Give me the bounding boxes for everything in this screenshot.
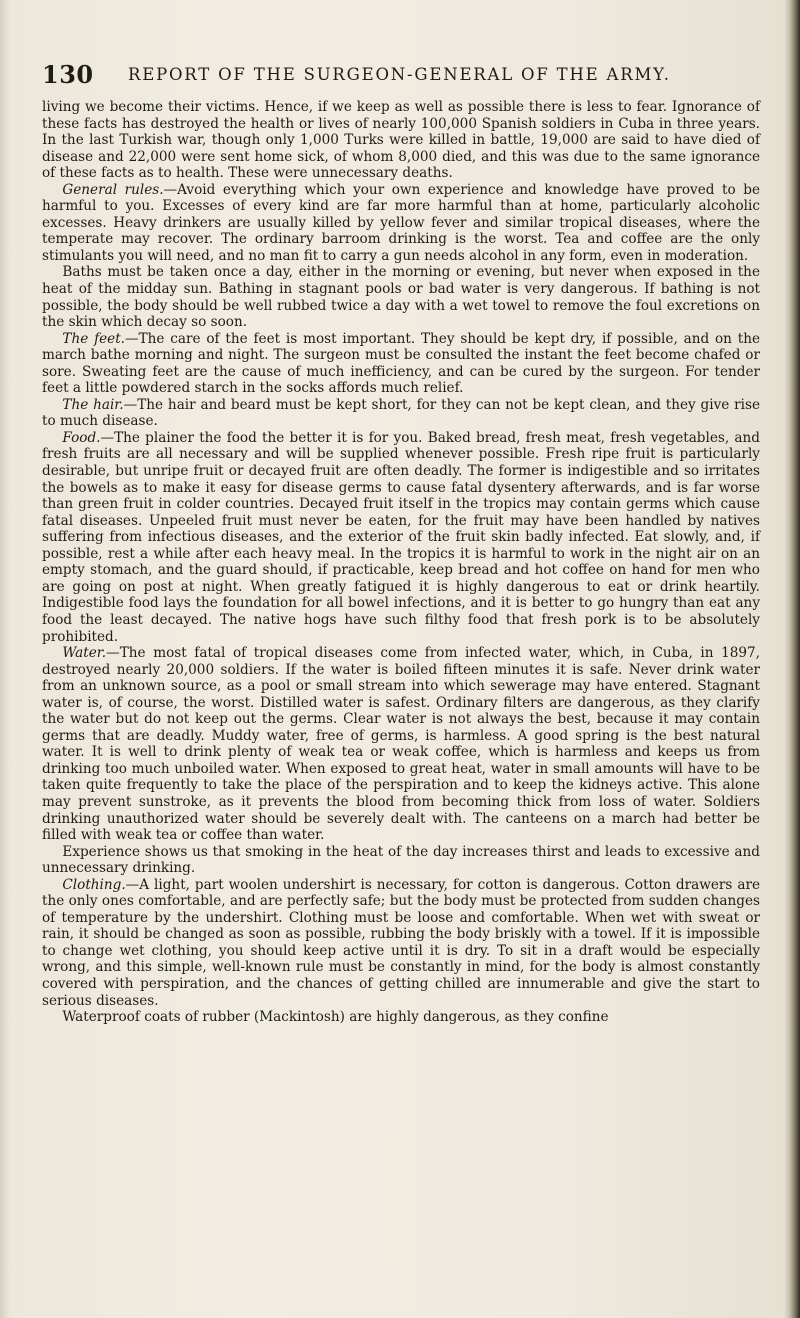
- paragraph-text: The most fatal of tropical diseases come from infected water, which, in Cuba, in 1897, destroyed nearly 20,000 soldiers. If the water is boiled fifteen minutes it is safe. Never drink water from an unknown source, as a pool or small stream into which sewerage may have entered. Stagnant water is, of course, the worst. Distilled water is safest. Ordinary filters are dangerous, as they clarify the water but do not keep out the germs. Clear water is not always the best, because it may contain germs that are deadly. Muddy water, free of germs, is harmless. A good spring is the best natural water. It is well to drink plenty of weak tea or weak coffee, which is harmless and keeps us from drinking too much unboiled water. When exposed to great heat, water in small amounts will have to be taken quite frequently to take the place of the perspiration and to keep the kidneys active. This alone may prevent sunstroke, as it prevents the blood from becoming thick from loss of water. Soldiers drinking unauthorized water should be severely dealt with. The canteens on a march had better be filled with weak tea or coffee than water.: [42, 645, 760, 844]
- paragraph-heading: General rules.—: [62, 181, 178, 198]
- paragraph-text: living we become their victims. Hence, if we keep as well as possible there is less to fear. Ignorance of these facts has destroyed the health or lives of nearly 100,000 Spanish soldiers in Cuba in three years. In the last Turkish war, though only 1,000 Turks were killed in battle, 19,000 are said to have died of disease and 22,000 were sent home sick, of whom 8,000 died, and this was due to the same ignorance of these facts as to health. These were unnecessary deaths.: [42, 99, 760, 182]
- paragraph-text: The hair and beard must be kept short, for they can not be kept clean, and they give rise to much disease.: [42, 396, 760, 430]
- page-edge-shadow: [784, 0, 800, 1318]
- paragraph: [42, 331, 760, 397]
- paragraph: [42, 182, 760, 265]
- paragraph: [42, 397, 760, 430]
- paragraph-heading: Food.—: [62, 429, 115, 446]
- running-head: REPORT OF THE SURGEON-GENERAL OF THE ARMY.: [128, 65, 671, 84]
- paragraph-text: Avoid everything which your own experience and knowledge have proved to be harmful to you. Excesses of every kind are far more harmful than at home, particularly alcoholic excesses. Heavy drinkers are usually killed by yellow fever and similar tropical diseases, where the temperate may recover. The ordinary barroom drinking is the worst. Tea and coffee are the only stimulants you will need, and no man fit to carry a gun needs alcohol in any form, even in moderation.: [42, 181, 760, 264]
- body-text: [42, 99, 760, 1026]
- paragraph: [42, 1009, 760, 1026]
- page-gutter-shadow: [0, 0, 10, 1318]
- paragraph-heading: Water.—: [62, 645, 120, 662]
- paragraph: [42, 430, 760, 645]
- paragraph-text: The care of the feet is most important. They should be kept dry, if possible, and on the march bathe morning and night. The surgeon must be consulted the instant the feet become chafed or sore. Sweating feet are the cause of much inefficiency, and can be cured by the surgeon. For tender feet a little powdered starch in the socks affords much relief.: [42, 330, 761, 397]
- paragraph-heading: The feet.—: [62, 330, 139, 347]
- paragraph-text: The plainer the food the better it is for you. Baked bread, fresh meat, fresh vegetables, and fresh fruits are all necessary and will be supplied whenever possible. Fresh ripe fruit is particularly desirable, but unripe fruit or decayed fruit are often deadly. The former is indigestible and so irritates the bowels as to make it easy for disease germs to cause fatal dysentery afterwards, and is far worse than green fruit in colder countries. Decayed fruit itself in the tropics may contain germs which cause fatal diseases. Unpeeled fruit must never be eaten, for the fruit may have been handled by natives suffering from infectious diseases, and the exterior of the fruit skin badly infected. Eat slowly, and, if possible, rest a while after each heavy meal. In the tropics it is harmful to work in the night air on an empty stomach, and the guard should, if practicable, keep bread and hot coffee on hand for men who are going on post at night. When greatly fatigued it is highly dangerous to eat or drink heartily. Indigestible food lays the foundation for all bowel infections, and it is better to go hungry than eat any food the least decayed. The native hogs have such filthy food that fresh pork is to be absolutely prohibited.: [42, 429, 760, 645]
- page-header: [42, 60, 762, 90]
- page-number: 130: [42, 60, 94, 89]
- paragraph-text: Baths must be taken once a day, either in the morning or evening, but never when exposed in the heat of the midday sun. Bathing in stagnant pools or bad water is very dangerous. If bathing is not possible, the body should be well rubbed twice a day with a wet towel to remove the foul excretions on the skin which decay so soon.: [42, 264, 760, 331]
- paragraph-text: Waterproof coats of rubber (Mackintosh) are highly dangerous, as they confine: [62, 1009, 609, 1026]
- paragraph: [42, 877, 760, 1009]
- paragraph: [42, 99, 760, 182]
- paragraph: [42, 264, 760, 330]
- paragraph-heading: The hair.—: [62, 396, 138, 413]
- paragraph: [42, 844, 760, 877]
- paragraph-heading: Clothing.—: [62, 876, 140, 893]
- paragraph-text: Experience shows us that smoking in the heat of the day increases thirst and leads to excessive and unnecessary drinking.: [42, 843, 760, 877]
- paragraph: [42, 645, 760, 844]
- paragraph-text: A light, part woolen undershirt is necessary, for cotton is dangerous. Cotton drawers are the only ones comfortable, and are perfectly safe; but the body must be protected from sudden changes of temperature by the undershirt. Clothing must be loose and comfortable. When wet with sweat or rain, it should be changed as soon as possible, rubbing the body briskly with a towel. If it is impossible to change wet clothing, you should keep active until it is dry. To sit in a draft would be especially wrong, and this simple, well-known rule must be constantly in mind, for the body is almost constantly covered with perspiration, and the chances of getting chilled are innumerable and give the start to serious diseases.: [42, 876, 760, 1009]
